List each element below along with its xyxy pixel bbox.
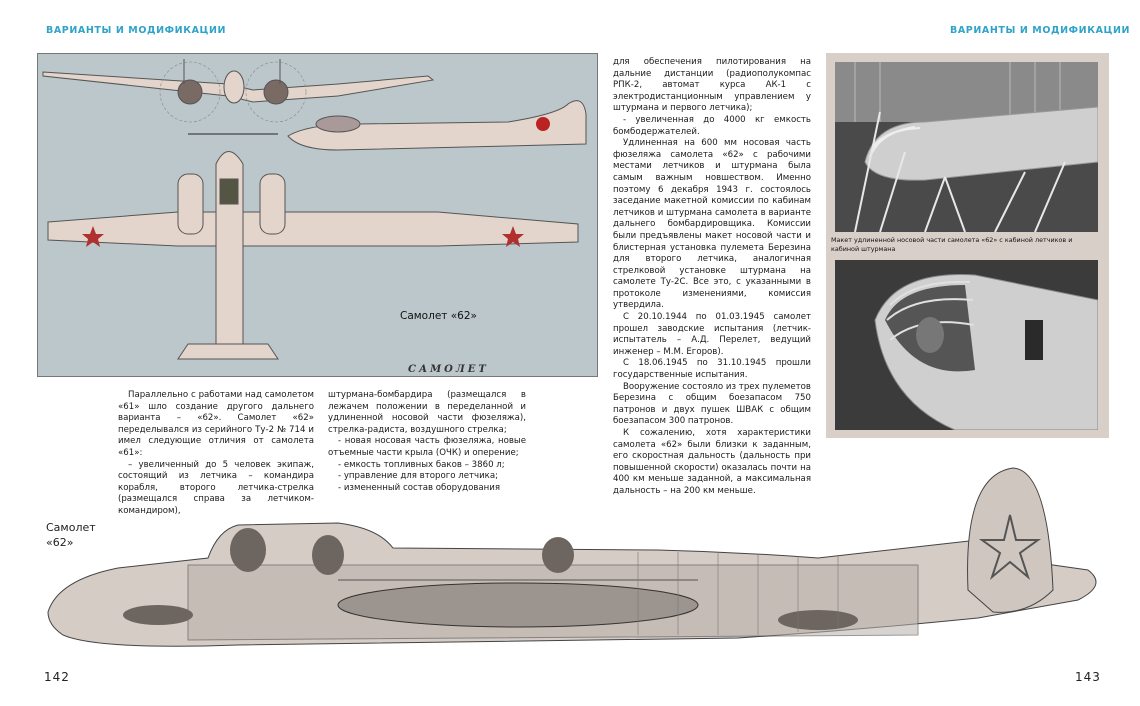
paragraph: С 18.06.1945 по 31.10.1945 прошли государственные испытания. (613, 358, 811, 381)
blueprint-caption: Самолет «62» (400, 310, 477, 322)
text-column-3 (613, 57, 811, 498)
page-number-left: 142 (44, 670, 70, 684)
paragraph: Параллельно с работами над самолетом «61» шло создание другого дальнего варианта – «62». Самолет «62» переделывался из серийного Ту-2 № 714 и имел следующие отличия от самолета «61»: (118, 390, 314, 458)
tail-fin (968, 468, 1053, 612)
front-view (43, 59, 433, 134)
cutaway-caption-line: Самолет (46, 521, 96, 534)
list-item: - измененный состав оборудования (338, 482, 501, 493)
list-item: - емкость топливных баков – 3860 л; (338, 459, 505, 470)
photo-mockup-hangar (835, 62, 1098, 232)
photo-mockup-cockpit (835, 260, 1098, 430)
aircraft-three-view-illustration (38, 54, 598, 377)
blueprint-drawing (37, 53, 598, 377)
running-head-right: ВАРИАНТЫ И МОДИФИКАЦИИ (950, 25, 1131, 36)
photo-caption: Макет удлиненной носовой части самолета «62» с кабиной летчиков и кабиной штурмана (831, 236, 1073, 253)
list-item: - новая носовая часть фюзеляжа, новые отъемные части крыла (ОЧК) и оперение; (328, 436, 526, 458)
paragraph: – увеличенный до 5 человек экипаж, состоящий из летчика – командира корабля, второго летчика-стрелка (размещался справа за летчиком-командиром), (118, 459, 314, 516)
page-number-right: 143 (1075, 670, 1101, 684)
blueprint-stamp-number (416, 376, 481, 377)
paragraph: С 20.10.1944 по 01.03.1945 самолет прошел заводские испытания (летчик-испытатель – А.Д. Перелет, ведущий инженер – М.М. Егоров). (613, 312, 811, 357)
paragraph: для обеспечения пилотирования на дальние дистанции (радиополукомпас РПК-2, автомат курса АК-1 с электродистанционным управлением у штурмана и первого летчика); (613, 57, 811, 114)
paragraph: К сожалению, хотя характеристики самолета «62» были близки к заданным, его скоростная дальность (дальность при повышенной скорости) оказалась почти на 400 км меньше заданной, а максимальная дальность – на 200 км меньше. (613, 428, 811, 496)
top-view (48, 152, 578, 360)
blueprint-stamp-title: САМОЛЕТ (408, 364, 489, 375)
aircraft-cutaway-illustration (38, 440, 1118, 665)
cutaway-caption (46, 520, 96, 550)
paragraph: Вооружение состояло из трех пулеметов Березина с общим боезапасом 750 патронов и двух пушек ШВАК с общим боезапасом 300 патронов. (613, 381, 811, 427)
paragraph: Удлиненная на 600 мм носовая часть фюзеляжа самолета «62» с рабочими местами летчиков и штурмана была самым важным новшеством. Именно поэтому 6 декабря 1943 г. состоялось заседание макетной комиссии по кабинам летчиков и штурмана самолета в варианте дальнего бомбардировщика. Комиссии были предъявлены макет носовой части и блистерная установка пулемета Березина для второго летчика, аналогичная стрелковой установке штурмана на самолете Ту-2С. Все это, с указанными в протоколе изменениями, комиссия утвердила. (613, 138, 811, 311)
cutaway-drawing (38, 440, 1118, 665)
paragraph: штурмана-бомбардира (размещался в лежачем положении в переделанной и удлиненной носовой части фюзеляжа), стрелка-радиста, воздушного стрелка; (328, 390, 526, 435)
running-head-left: ВАРИАНТЫ И МОДИФИКАЦИИ (46, 25, 227, 36)
cutaway-caption-line: «62» (46, 536, 74, 549)
list-item: - управление для второго летчика; (338, 471, 499, 482)
side-view (288, 101, 586, 150)
list-item: - увеличенная до 4000 кг емкость бомбодержателей. (613, 114, 811, 137)
